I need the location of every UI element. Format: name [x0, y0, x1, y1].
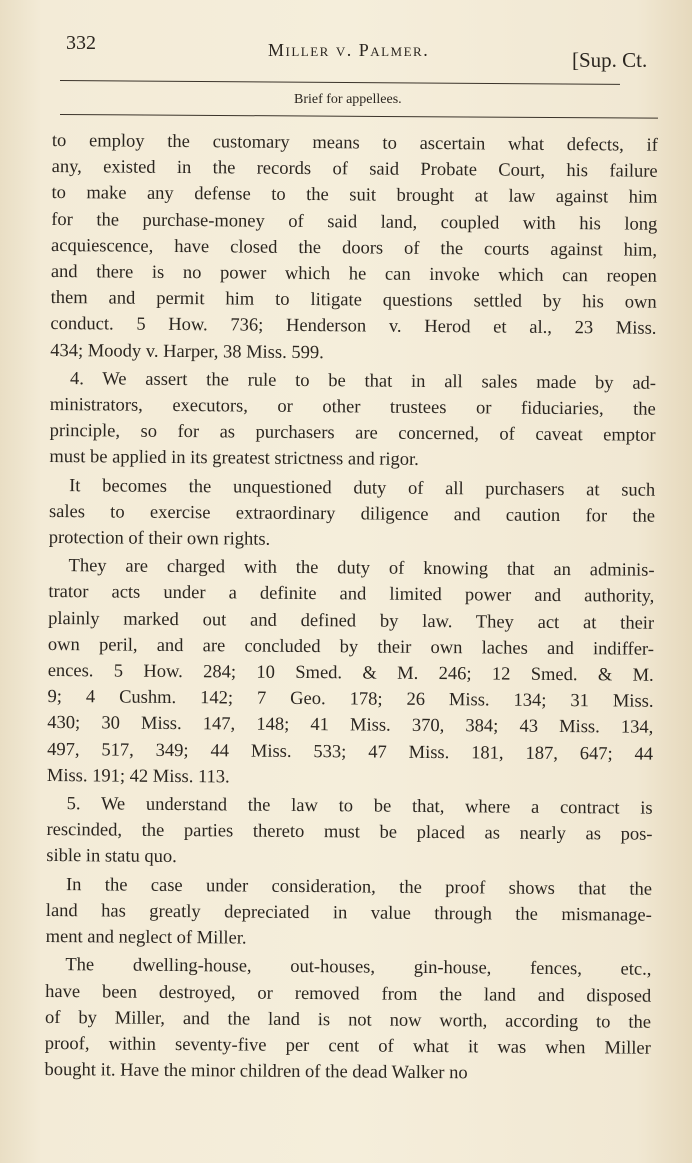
text-line: principle, so for as purchasers are concerned, of caveat emptor — [49, 421, 656, 446]
text-line: 9; 4 Cushm. 142; 7 Geo. 178; 26 Miss. 134; 31 Miss. — [47, 687, 654, 713]
paragraph — [44, 952, 651, 1088]
text-line: The dwelling-house, out-houses, gin-house, fences, etc., — [65, 955, 652, 981]
text-line: to make any defense to the suit brought at law against him — [51, 183, 658, 209]
section-label: Brief for appellees. — [294, 92, 402, 107]
text-line: own peril, and are concluded by their own laches and indiffer- — [47, 634, 655, 660]
text-line: have been destroyed, or removed from the land and disposed — [45, 981, 652, 1007]
text-line: trator acts under a definite and limited power and authority, — [48, 582, 655, 608]
text-line: to employ the customary means to ascertain what defects, if — [51, 130, 658, 156]
text-line: 434; Moody v. Harper, 38 Miss. 599. — [50, 340, 324, 363]
text-line: Miss. 191; 42 Miss. 113. — [46, 765, 230, 788]
text-line: It becomes the unquestioned duty of all purchasers at such — [69, 475, 656, 501]
text-line: land has greatly depreciated in value through the mismanage- — [45, 900, 652, 926]
text-line: for the purchase-money of said land, coupled with his long — [51, 209, 658, 235]
text-line: sible in statu quo. — [46, 846, 177, 868]
text-line: bought it. Have the minor children of the dead Walker no — [44, 1060, 468, 1084]
body-text — [44, 128, 657, 1088]
text-line: plainly marked out and defined by law. They act at their — [48, 608, 655, 634]
text-line: any, existed in the records of said Probate Court, his failure — [51, 157, 658, 182]
text-line: 5. We understand the law to be that, where a contract is — [66, 794, 653, 819]
paragraph — [49, 473, 656, 556]
text-line: protection of their own rights. — [48, 528, 271, 550]
text-line: ences. 5 How. 284; 10 Smed. & M. 246; 12 Smed. & M. — [47, 661, 654, 686]
page-header — [60, 28, 660, 78]
text-line: ment and neglect of Miller. — [45, 927, 247, 949]
court-label: [Sup. Ct. — [572, 48, 648, 72]
text-line: They are charged with the duty of knowing that an adminis- — [68, 556, 655, 581]
paragraph — [46, 872, 653, 955]
text-line: sales to exercise extraordinary diligence and caution for the — [48, 501, 656, 527]
text-line: rescinded, the parties thereto must be placed as nearly as pos- — [46, 820, 653, 846]
text-line: 497, 517, 349; 44 Miss. 533; 47 Miss. 181, 187, 647; 44 — [47, 739, 654, 765]
text-line: and there is no power which he can invoke which can reopen — [50, 262, 657, 287]
text-line: proof, within seventy-five per cent of what it was when Miller — [44, 1033, 651, 1059]
paragraph — [50, 128, 658, 369]
page-number: 332 — [66, 32, 96, 54]
text-line: of by Miller, and the land is not now worth, according to the — [44, 1007, 652, 1033]
running-title: Miller v. Palmer. — [268, 40, 430, 60]
text-line: ministrators, executors, or other trustees or fiduciaries, the — [49, 395, 656, 420]
text-line: 430; 30 Miss. 147, 148; 41 Miss. 370, 384; 43 Miss. 134, — [47, 713, 654, 739]
header-rule — [60, 80, 620, 85]
text-line: 4. We assert the rule to be that in all sales made by ad- — [69, 368, 657, 394]
text-line: acquiescence, have closed the doors of the courts against him, — [50, 235, 658, 261]
paragraph — [47, 553, 655, 794]
section-rule — [60, 114, 658, 119]
text-line: must be applied in its greatest strictness and rigor. — [49, 447, 419, 471]
paragraph — [49, 366, 656, 476]
text-line: conduct. 5 How. 736; Henderson v. Herod et al., 23 Miss. — [50, 314, 657, 340]
text-line: In the case under consideration, the proof shows that the — [65, 874, 653, 900]
text-line: them and permit him to litigate questions settled by his own — [50, 288, 657, 313]
paragraph — [46, 791, 653, 874]
